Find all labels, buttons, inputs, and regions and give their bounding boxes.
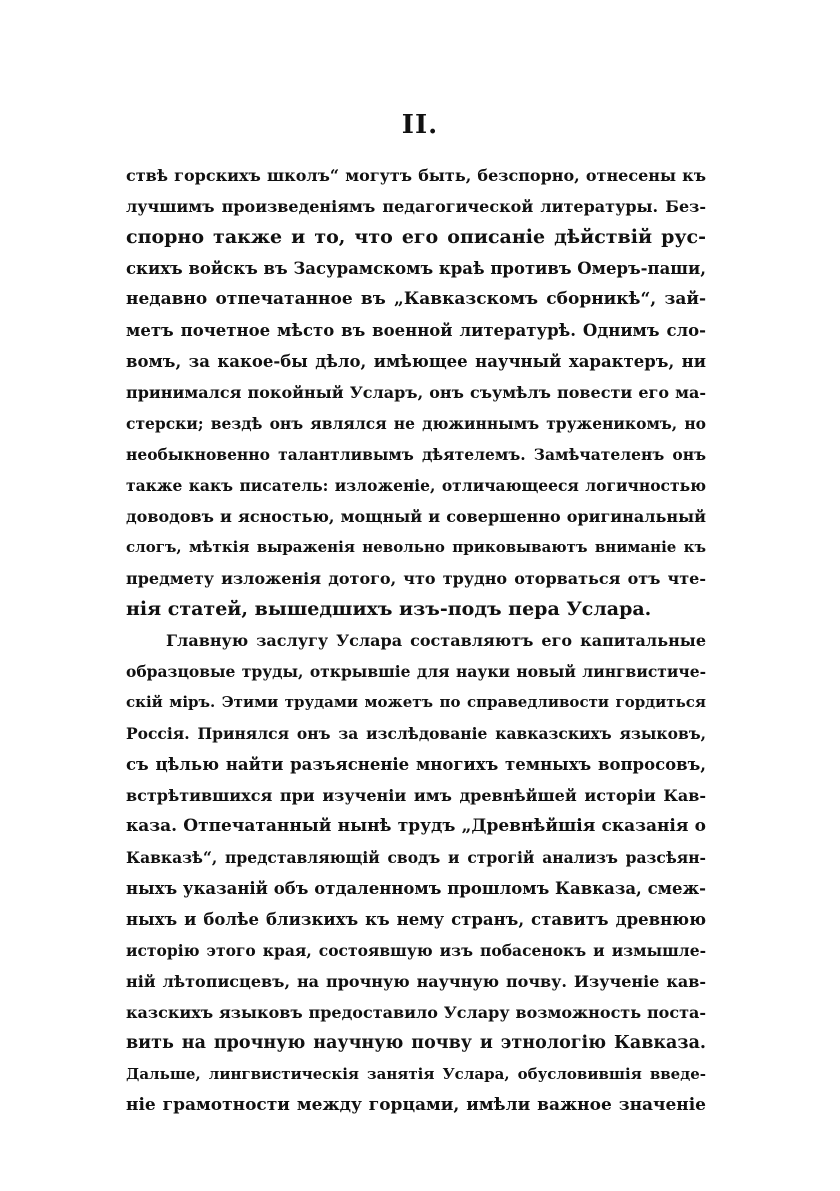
text-line: ныхъ указаній объ отдаленномъ прошломъ Кавказа, смеж- xyxy=(126,879,706,898)
paragraph-first-line: Главную заслугу Услара составляютъ его капитальные xyxy=(166,631,706,650)
text-line: необыкновенно талантливымъ дѣятелемъ. Замѣчателенъ онъ xyxy=(126,445,706,464)
text-line: недавно отпечатанное въ „Кавказскомъ сборникѣ“, зай- xyxy=(126,289,706,309)
text-line: предмету изложенія дотого, что трудно оторваться отъ чте- xyxy=(126,569,706,588)
text-line: образцовые труды, открывшіе для науки новый лингвистиче- xyxy=(126,662,706,681)
text-line: исторію этого края, состоявшую изъ побасенокъ и измышле- xyxy=(126,941,706,960)
page-number: II. xyxy=(401,110,439,140)
body-text xyxy=(126,160,706,1121)
text-line: Кавказѣ“, представляющій сводъ и строгій анализъ разсѣян- xyxy=(126,848,706,867)
text-line: съ цѣлью найти разъясненіе многихъ темныхъ вопросовъ, xyxy=(126,755,706,774)
text-line: казскихъ языковъ предоставило Услару возможность поста- xyxy=(126,1003,706,1022)
text-line: ній лѣтописцевъ, на прочную научную почву. Изученіе кав- xyxy=(126,972,706,991)
text-line: встрѣтившихся при изученіи имъ древнѣйшей исторіи Кав- xyxy=(126,786,706,805)
text-line: слогъ, мѣткія выраженія невольно приковываютъ вниманіе къ xyxy=(126,538,706,556)
text-line: скій міръ. Этими трудами можетъ по справедливости гордиться xyxy=(126,693,706,711)
text-line: вить на прочную научную почву и этнологію Кавказа. xyxy=(126,1033,706,1053)
text-line: ствѣ горскихъ школъ“ могутъ быть, безспорно, отнесены къ xyxy=(126,166,706,185)
text-line: каза. Отпечатанный нынѣ трудъ „Древнѣйшія сказанія о xyxy=(126,816,706,836)
text-line: Россія. Принялся онъ за изслѣдованіе кавказскихъ языковъ, xyxy=(126,724,706,743)
text-line: ныхъ и болѣе близкихъ къ нему странъ, ставитъ древнюю xyxy=(126,910,706,929)
text-line: спорно также и то, что его описаніе дѣйствій рус- xyxy=(126,226,706,248)
text-line: скихъ войскъ въ Засурамскомъ краѣ противъ Омеръ-паши, xyxy=(126,259,706,278)
text-line: принимался покойный Усларъ, онъ съумѣлъ повести его ма- xyxy=(126,383,706,402)
text-line: стерски; вездѣ онъ являлся не дюжиннымъ труженикомъ, но xyxy=(126,414,706,433)
text-line: также какъ писатель: изложеніе, отличающееся логичностью xyxy=(126,476,706,495)
text-line: вомъ, за какое-бы дѣло, имѣющее научный характеръ, ни xyxy=(126,352,706,371)
text-line: Дальше, лингвистическія занятія Услара, обусловившія введе- xyxy=(126,1065,706,1083)
text-line: ніе грамотности между горцами, имѣли важное значеніе xyxy=(126,1095,706,1115)
text-line: метъ почетное мѣсто въ военной литературѣ. Однимъ сло- xyxy=(126,321,706,340)
paragraph-last-line: нія статей, вышедшихъ изъ-подъ пера Услара. xyxy=(126,598,652,620)
text-line: доводовъ и ясностью, мощный и совершенно оригинальный xyxy=(126,507,706,526)
text-line: лучшимъ произведеніямъ педагогической литературы. Без- xyxy=(126,197,706,216)
